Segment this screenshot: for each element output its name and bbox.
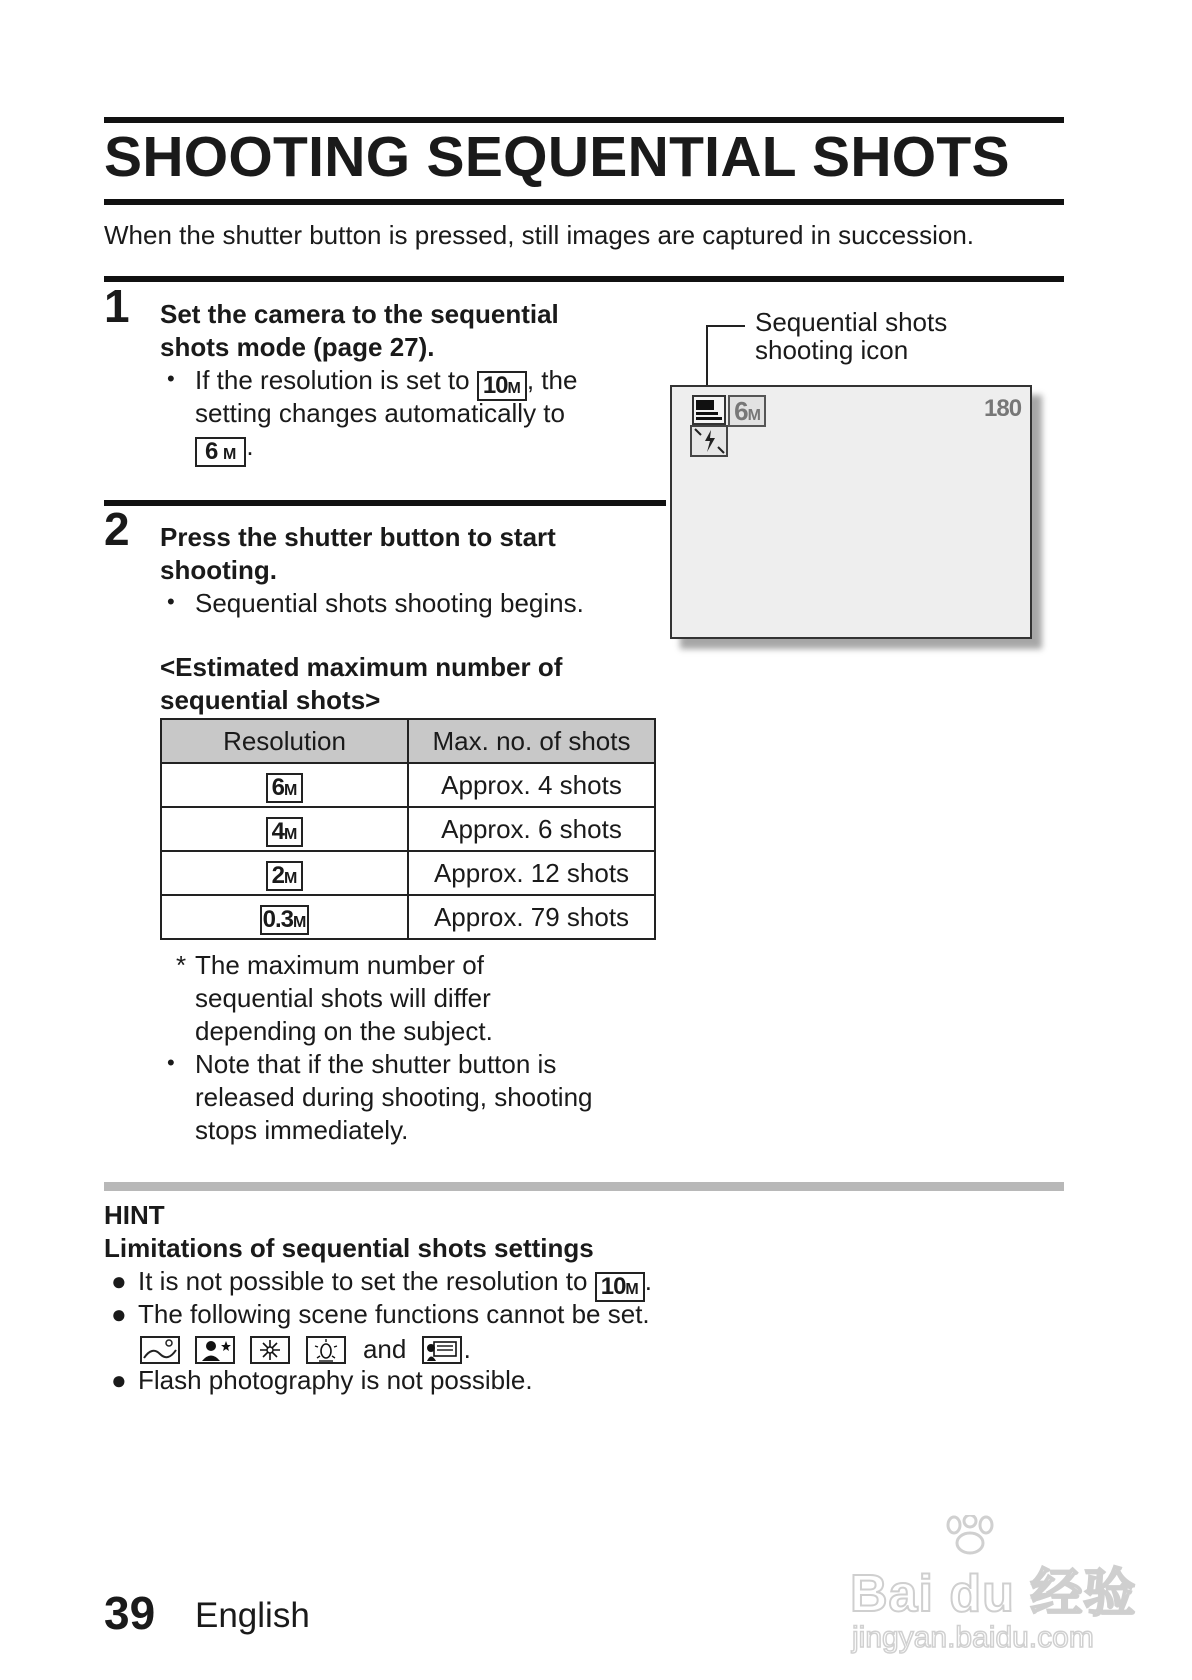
hint-scene-icons: and .: [140, 1333, 471, 1366]
title-bottom-rule: [104, 199, 1064, 205]
hint-item1-dot: ●: [111, 1266, 127, 1296]
fireworks-scene-icon: [250, 1336, 290, 1364]
step-1-bullet-line3: 6 M .: [195, 430, 254, 467]
page-number: 39: [104, 1587, 156, 1639]
table-cell-shots: Approx. 12 shots: [408, 851, 655, 895]
step-1-number: 1: [104, 280, 130, 332]
hint-item2: The following scene functions cannot be set.: [138, 1299, 650, 1329]
note-bullet-dot: •: [167, 1050, 175, 1075]
step-2-number: 2: [104, 503, 130, 555]
screen-resolution-icon: 6M: [728, 395, 766, 427]
document-scene-icon: [422, 1336, 462, 1364]
table-row: [161, 763, 655, 807]
page-title: SHOOTING SEQUENTIAL SHOTS: [104, 125, 1010, 189]
step-1-bullet-line1: [195, 364, 577, 401]
step-1-bullet-line2: setting changes automatically to: [195, 398, 565, 428]
night-portrait-scene-icon: [195, 1336, 235, 1364]
sequential-shots-table: [160, 718, 656, 940]
landscape-scene-icon: [140, 1336, 180, 1364]
res-4m-icon: 4M: [266, 817, 304, 847]
asterisk-mark: *: [176, 950, 187, 980]
step-1-bullet-dot: •: [167, 366, 175, 391]
estimate-heading-line1: <Estimated maximum number of: [160, 652, 563, 682]
intro-text: When the shutter button is pressed, still images are captured in succession.: [104, 220, 974, 250]
step-2-rule: [104, 500, 666, 506]
table-row: [161, 851, 655, 895]
hint-and-text: and: [362, 1334, 407, 1364]
hint-label: HINT: [104, 1200, 165, 1230]
table-header-row: [161, 719, 655, 763]
hint-item3-dot: ●: [111, 1365, 127, 1395]
watermark-brand: Bai du 经验: [850, 1565, 1137, 1623]
asterisk-note-line1: The maximum number of: [195, 950, 484, 980]
note-line1: Note that if the shutter button is: [195, 1049, 557, 1079]
step-1-heading-line2: shots mode (page 27).: [160, 332, 435, 362]
res-10m-icon: 10M: [595, 1272, 645, 1302]
baidu-paw-icon: [940, 1515, 1000, 1555]
hint-item1: It is not possible to set the resolution to 10M .: [138, 1266, 652, 1300]
table-cell-shots: Approx. 6 shots: [408, 807, 655, 851]
intro-rule: [104, 276, 1064, 282]
watermark-url: jingyan.baidu.com: [852, 1621, 1094, 1654]
res-03m-icon: 0.3M: [260, 905, 310, 935]
flash-off-icon: [690, 425, 728, 457]
lamp-scene-icon: [306, 1336, 346, 1364]
res-6m-icon: 6 M: [195, 437, 246, 467]
hint-divider: [104, 1182, 1064, 1191]
hint-heading: Limitations of sequential shots settings: [104, 1233, 594, 1263]
step-1-bullet-text: If the resolution is set to: [195, 365, 470, 395]
step-1-heading-line1: Set the camera to the sequential: [160, 299, 559, 329]
step-1-bullet-text2: , the: [526, 365, 578, 395]
table-cell-shots: Approx. 4 shots: [408, 763, 655, 807]
asterisk-note-line3: depending on the subject.: [195, 1016, 493, 1046]
table-header-max-shots: Max. no. of shots: [408, 719, 655, 763]
diagram-label-line2: shooting icon: [755, 335, 909, 365]
res-10m-icon: 10M: [477, 371, 527, 401]
note-line2: released during shooting, shooting: [195, 1082, 593, 1112]
table-cell-shots: Approx. 79 shots: [408, 895, 655, 939]
step-2-heading-line1: Press the shutter button to start: [160, 522, 556, 552]
shots-remaining-count: 180: [984, 395, 1022, 422]
note-line3: stops immediately.: [195, 1115, 409, 1145]
asterisk-note-line2: sequential shots will differ: [195, 983, 491, 1013]
step-2-heading-line2: shooting.: [160, 555, 277, 585]
page-language: English: [195, 1596, 310, 1635]
estimate-heading-line2: sequential shots>: [160, 685, 381, 715]
res-2m-icon: 2M: [266, 861, 304, 891]
step-2-bullet-dot: •: [167, 589, 175, 614]
res-6m-icon: 6M: [266, 773, 304, 803]
hint-item2-dot: ●: [111, 1299, 127, 1329]
sequential-shots-icon: [692, 395, 726, 425]
table-header-resolution: Resolution: [161, 719, 408, 763]
hint-item3: Flash photography is not possible.: [138, 1365, 533, 1395]
diagram-label-line1: Sequential shots: [755, 307, 948, 337]
table-row: [161, 895, 655, 939]
step-2-bullet: Sequential shots shooting begins.: [195, 588, 584, 618]
camera-screen-diagram: [670, 385, 1032, 639]
table-row: [161, 807, 655, 851]
